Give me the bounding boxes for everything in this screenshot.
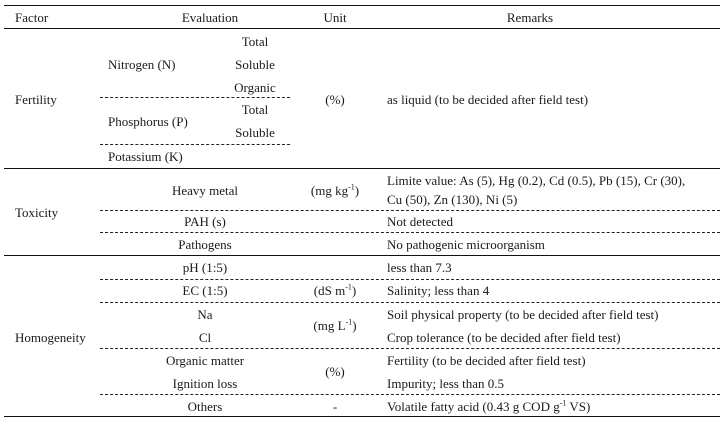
ph-remarks: less than 7.3 (387, 260, 452, 275)
header-evaluation: Evaluation (181, 10, 239, 25)
others-label: Others (187, 399, 223, 414)
organic-matter-label: Organic matter (165, 353, 245, 368)
nitrogen-soluble: Soluble (235, 57, 275, 72)
organic-unit: (%) (325, 364, 345, 379)
ignition-loss-remarks: Impurity; less than 0.5 (387, 376, 504, 391)
toxicity-divider-1 (100, 210, 720, 211)
ec-label: EC (1:5) (182, 283, 228, 298)
others-remarks: Volatile fatty acid (0.43 g COD $g^{-1}$ VS) (387, 398, 591, 414)
ph-label: pH (1:5) (182, 260, 228, 275)
phosphorus-total: Total (241, 102, 269, 117)
others-unit: - (332, 399, 338, 414)
header-remarks: Remarks (506, 10, 554, 25)
header-unit: Unit (323, 10, 347, 25)
fertility-unit: (%) (325, 92, 345, 107)
phosphorus-label: Phosphorus (P) (108, 114, 188, 129)
nitrogen-total: Total (241, 34, 269, 49)
pathogens-remarks: No pathogenic microorganism (387, 237, 545, 252)
fertility-divider-1 (100, 97, 290, 98)
na-label: Na (197, 307, 213, 322)
toxicity-divider-2 (100, 232, 720, 233)
heavy-metal-label: Heavy metal (171, 183, 239, 198)
nitrogen-organic: Organic (234, 80, 276, 95)
header-factor: Factor (15, 10, 49, 25)
nitrogen-label: Nitrogen (N) (108, 57, 176, 72)
toxicity-bottom-rule (4, 255, 720, 256)
homogeneity-divider-4 (100, 394, 720, 395)
heavy-metal-remarks-line1: Limite value: As (5), Hg (0.2), Cd (0.5), Pb (15), Cr (30), (387, 173, 686, 188)
ignition-loss-label: Ignition loss (172, 376, 238, 391)
pah-remarks: Not detected (387, 214, 454, 229)
heavy-metal-unit: (mg $kg^{-1}$) (310, 182, 360, 198)
fertility-divider-2 (100, 144, 290, 145)
factor-fertility: Fertility (15, 92, 57, 107)
header-bottom-rule (4, 28, 720, 29)
pah-label: PAH (s) (184, 214, 226, 229)
phosphorus-soluble: Soluble (235, 125, 275, 140)
potassium-label: Potassium (K) (108, 149, 183, 164)
pathogens-label: Pathogens (178, 237, 232, 252)
fertility-bottom-rule (4, 168, 720, 169)
ec-unit: (dS $m^{-1}$) (313, 282, 357, 298)
organic-matter-remarks: Fertility (to be decided after field test) (387, 353, 586, 368)
homogeneity-divider-1 (100, 279, 720, 280)
factor-homogeneity: Homogeneity (15, 330, 86, 345)
table-bottom-rule (4, 416, 720, 417)
heavy-metal-remarks-line2: Cu (50), Zn (130), Ni (5) (387, 192, 518, 207)
factor-toxicity: Toxicity (15, 205, 59, 220)
cl-label: Cl (198, 330, 212, 345)
na-cl-unit: (mg $L^{-1}$) (313, 317, 357, 333)
fertility-remarks: as liquid (to be decided after field test) (387, 92, 589, 107)
homogeneity-divider-2 (100, 302, 720, 303)
ec-remarks: Salinity; less than 4 (387, 283, 490, 298)
na-remarks: Soil physical property (to be decided after field test) (387, 307, 659, 322)
cl-remarks: Crop tolerance (to be decided after field test) (387, 330, 621, 345)
table-top-rule (4, 5, 720, 6)
homogeneity-divider-3 (100, 348, 720, 349)
